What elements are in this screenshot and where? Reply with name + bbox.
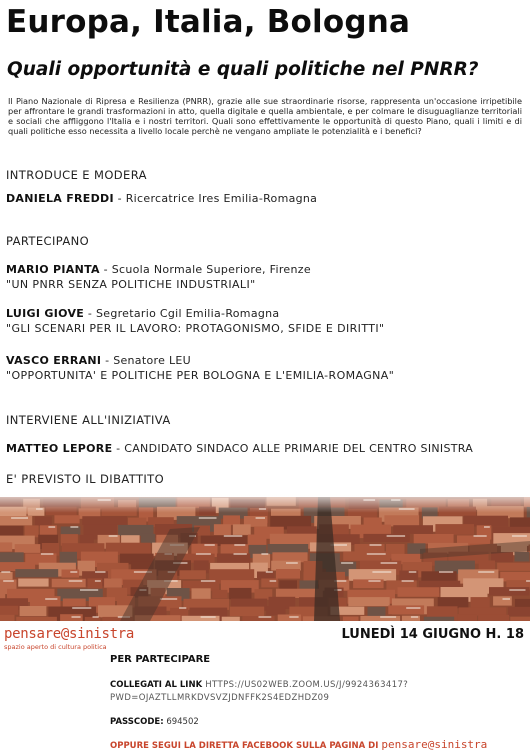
participant-3-name: VASCO ERRANI xyxy=(6,354,102,367)
participant-1-talk: "UN PNRR SENZA POLITICHE INDUSTRIALI" xyxy=(6,278,256,291)
participant-2-line xyxy=(6,307,279,320)
passcode-label: PASSCODE: xyxy=(110,717,164,727)
access-heading-wrap xyxy=(110,647,210,666)
moderator-label: INTRODUCE E MODERA xyxy=(6,168,147,182)
page-subtitle: Quali opportunità e quali politiche nel PNRR? xyxy=(7,59,479,80)
zoom-link-continued[interactable]: PWD=OJAZTLLMRKDVSVZJDNFFK2S4EDZHDZ09 xyxy=(110,693,330,703)
participant-3-talk: "OPPORTUNITA' E POLITICHE PER BOLOGNA E L'EMILIA-ROMAGNA" xyxy=(6,369,395,382)
participant-2-name: LUIGI GIOVE xyxy=(6,307,85,320)
facebook-line xyxy=(110,733,487,752)
moderator-line xyxy=(6,192,317,205)
guest-line xyxy=(6,442,473,455)
guest-name: MATTEO LEPORE xyxy=(6,442,113,455)
logo-tagline: spazio aperto di cultura politica xyxy=(4,643,107,651)
guest-label: INTERVIENE ALL'INIZIATIVA xyxy=(6,413,171,427)
participant-3-role: - Senatore LEU xyxy=(101,354,191,367)
participant-1-line xyxy=(6,263,311,276)
event-date: LUNEDÌ 14 GIUGNO H. 18 xyxy=(341,627,524,642)
participants-label: PARTECIPANO xyxy=(6,234,90,248)
moderator-role: - Ricercatrice Ires Emilia-Romagna xyxy=(113,192,318,205)
rooftops-illustration xyxy=(0,489,530,621)
access-heading: PER PARTECIPARE xyxy=(110,654,211,665)
facebook-page-link[interactable]: pensare@sinistra xyxy=(381,738,488,751)
passcode-value: 694502 xyxy=(163,717,199,727)
zoom-link-label: COLLEGATI AL LINK xyxy=(110,680,203,690)
participant-2-role: - Segretario Cgil Emilia-Romagna xyxy=(84,307,280,320)
guest-role: - CANDIDATO SINDACO ALLE PRIMARIE DEL CENTRO SINISTRA xyxy=(112,442,474,455)
participant-1-role: - Scuola Normale Superiore, Firenze xyxy=(99,263,311,276)
facebook-text: OPPURE SEGUI LA DIRETTA FACEBOOK SULLA PAGINA DI xyxy=(110,741,382,751)
participant-2-talk: "GLI SCENARI PER IL LAVORO: PROTAGONISMO, SFIDE E DIRITTI" xyxy=(6,322,385,335)
zoom-link[interactable]: HTTPS://US02WEB.ZOOM.US/J/9924363417? xyxy=(202,680,409,690)
zoom-link-line2 xyxy=(110,685,329,704)
participant-3-line xyxy=(6,354,191,367)
debate-note: E' PREVISTO IL DIBATTITO xyxy=(6,472,165,486)
moderator-name: DANIELA FREDDI xyxy=(6,192,114,205)
passcode-line xyxy=(110,709,199,728)
logo-name: pensare@sinistra xyxy=(4,626,135,642)
participant-1-name: MARIO PIANTA xyxy=(6,263,100,276)
intro-paragraph: Il Piano Nazionale di Ripresa e Resilienza (PNRR), grazie alle sue straordinarie risorse, rappresenta un'occasione irripetibile per affrontare le grandi trasformazioni in atto, quella digitale e quella ambientale, e per colmare le disuguaglianze territoriali e sociali che affliggono l'Italia e i nostri territori. Quali sono effettivamente le opportunità di questo Piano, quali i limiti e di quali politiche esso necessita a livello locale perchè ne vengano ampliate le potenzialità e i benefici? xyxy=(8,96,522,136)
page-title: Europa, Italia, Bologna xyxy=(6,4,411,40)
city-rooftops-photo xyxy=(0,489,530,621)
